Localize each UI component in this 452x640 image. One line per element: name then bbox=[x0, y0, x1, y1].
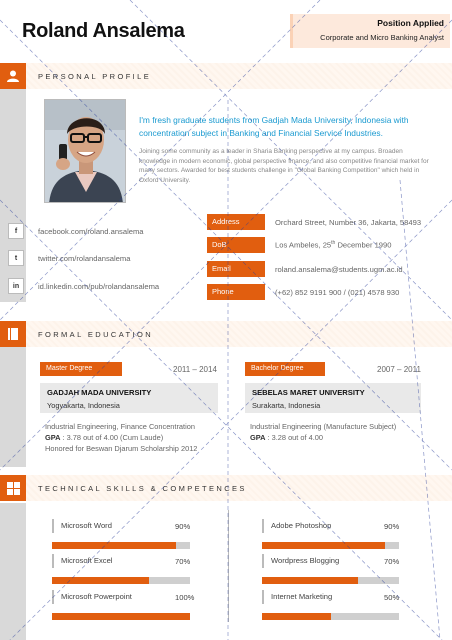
linkedin-link[interactable]: id.linkedin.com/pub/rolandansalema bbox=[38, 282, 160, 291]
dob-value bbox=[275, 240, 391, 250]
skill-name-adobe-photoshop: Adobe Photoshop bbox=[262, 519, 331, 533]
phone-value: (+62) 852 9191 900 / (021) 4578 930 bbox=[275, 288, 400, 297]
master-details bbox=[45, 421, 225, 454]
skill-bar-track-adobe-photoshop bbox=[262, 542, 399, 549]
person-icon bbox=[0, 63, 26, 89]
master-honor: Honored for Beswan Djarum Scholarship 2012 bbox=[45, 444, 198, 453]
skill-percent-microsoft-excel: 70% bbox=[175, 557, 191, 566]
bachelor-school-box bbox=[245, 383, 421, 413]
facebook-link[interactable]: facebook.com/roland.ansalema bbox=[38, 227, 144, 236]
position-applied-value: Corporate and Micro Banking Analyst bbox=[320, 33, 444, 42]
bachelor-school-city: Surakarta, Indonesia bbox=[252, 401, 321, 410]
bachelor-degree-label: Bachelor Degree bbox=[245, 362, 325, 376]
section-bar-education bbox=[0, 321, 452, 347]
bachelor-gpa-value: : 3.28 out of 4.00 bbox=[267, 433, 324, 442]
skill-bar-fill-microsoft-word bbox=[52, 542, 176, 549]
email-label: Email bbox=[207, 261, 265, 277]
dob-prefix: Los Ambeles, 25 bbox=[275, 240, 332, 250]
profile-photo bbox=[44, 99, 126, 203]
skill-name-wordpress-blogging: Wordpress Blogging bbox=[262, 554, 339, 568]
skill-name-microsoft-powerpoint: Microsoft Powerpoint bbox=[52, 590, 132, 604]
skill-percent-adobe-photoshop: 90% bbox=[384, 522, 400, 531]
skill-bar-fill-adobe-photoshop bbox=[262, 542, 385, 549]
intro-paragraph: Joining some community as a leader in Sharia Banking perspective at my campus. Broaden knowledge in modern economic, global perspective finance, and also competitive financial market for many sectors. Awarded for best students challenge in "Global Banking Competition" which held in Oxford University. bbox=[139, 148, 429, 184]
linkedin-icon[interactable]: in bbox=[8, 278, 24, 294]
master-gpa bbox=[45, 432, 225, 443]
master-school-city: Yogyakarta, Indonesia bbox=[47, 401, 120, 410]
twitter-icon[interactable]: t bbox=[8, 250, 24, 266]
skill-bar-track-microsoft-word bbox=[52, 542, 190, 549]
sidebar-strip-profile bbox=[0, 89, 26, 302]
position-applied-title: Position Applied bbox=[377, 18, 444, 28]
twitter-link[interactable]: twitter.com/rolandansalema bbox=[38, 254, 131, 263]
facebook-icon[interactable]: f bbox=[8, 223, 24, 239]
skill-percent-microsoft-word: 90% bbox=[175, 522, 191, 531]
email-value[interactable]: roland.ansalema@students.ugm.ac.id bbox=[275, 265, 403, 274]
skill-bar-track-wordpress-blogging bbox=[262, 577, 399, 584]
skill-bar-fill-internet-marketing bbox=[262, 613, 331, 620]
skill-name-internet-marketing: Internet Marketing bbox=[262, 590, 332, 604]
bachelor-major: Industrial Engineering (Manufacture Subject) bbox=[250, 422, 397, 431]
dob-suffix: December 1990 bbox=[335, 240, 392, 250]
skill-name-microsoft-excel: Microsoft Excel bbox=[52, 554, 112, 568]
section-title-skills: TECHNICAL SKILLS & COMPETENCES bbox=[38, 484, 247, 493]
skill-bar-fill-wordpress-blogging bbox=[262, 577, 358, 584]
master-degree-label: Master Degree bbox=[40, 362, 122, 376]
master-gpa-value: : 3.78 out of 4.00 (Cum Laude) bbox=[62, 433, 164, 442]
dob-ordinal: th bbox=[331, 240, 336, 246]
section-bar-skills bbox=[0, 475, 452, 501]
section-title-profile: PERSONAL PROFILE bbox=[38, 72, 152, 81]
skill-bar-fill-microsoft-powerpoint bbox=[52, 613, 190, 620]
master-major: Industrial Engineering, Finance Concentration bbox=[45, 422, 195, 431]
master-school-name: GADJAH MADA UNIVERSITY bbox=[47, 388, 152, 397]
bachelor-details bbox=[250, 421, 440, 443]
dob-label: DoB bbox=[207, 237, 265, 253]
address-value: Orchard Street, Number 36, Jakarta, 58493 bbox=[275, 218, 422, 227]
book-icon bbox=[0, 321, 26, 347]
windows-icon bbox=[0, 475, 26, 501]
master-gpa-label: GPA bbox=[45, 433, 61, 442]
position-applied-box bbox=[290, 14, 450, 48]
skill-bar-track-microsoft-excel bbox=[52, 577, 190, 584]
sidebar-strip-skills bbox=[0, 503, 26, 640]
bachelor-gpa-label: GPA bbox=[250, 433, 266, 442]
skills-column-divider bbox=[228, 510, 229, 622]
section-title-education: FORMAL EDUCATION bbox=[38, 330, 154, 339]
master-school-box bbox=[40, 383, 218, 413]
address-label: Address bbox=[207, 214, 265, 230]
skill-percent-microsoft-powerpoint: 100% bbox=[175, 593, 195, 602]
bachelor-gpa bbox=[250, 432, 440, 443]
skill-bar-fill-microsoft-excel bbox=[52, 577, 149, 584]
bachelor-school-name: SEBELAS MARET UNIVERSITY bbox=[252, 388, 365, 397]
candidate-name: Roland Ansalema bbox=[22, 20, 185, 42]
intro-headline: I'm fresh graduate students from Gadjah Mada University, Indonesia with concentration subject in Banking and Financial Service Industries. bbox=[139, 115, 409, 138]
skill-percent-wordpress-blogging: 70% bbox=[384, 557, 400, 566]
skill-percent-internet-marketing: 50% bbox=[384, 593, 400, 602]
sidebar-strip-education bbox=[0, 347, 26, 467]
section-bar-profile bbox=[0, 63, 452, 89]
skill-bar-track-internet-marketing bbox=[262, 613, 399, 620]
bachelor-degree-years: 2007 – 2011 bbox=[377, 365, 421, 374]
phone-label: Phone bbox=[207, 284, 265, 300]
master-degree-years: 2011 – 2014 bbox=[173, 365, 217, 374]
skill-bar-track-microsoft-powerpoint bbox=[52, 613, 190, 620]
skill-name-microsoft-word: Microsoft Word bbox=[52, 519, 112, 533]
